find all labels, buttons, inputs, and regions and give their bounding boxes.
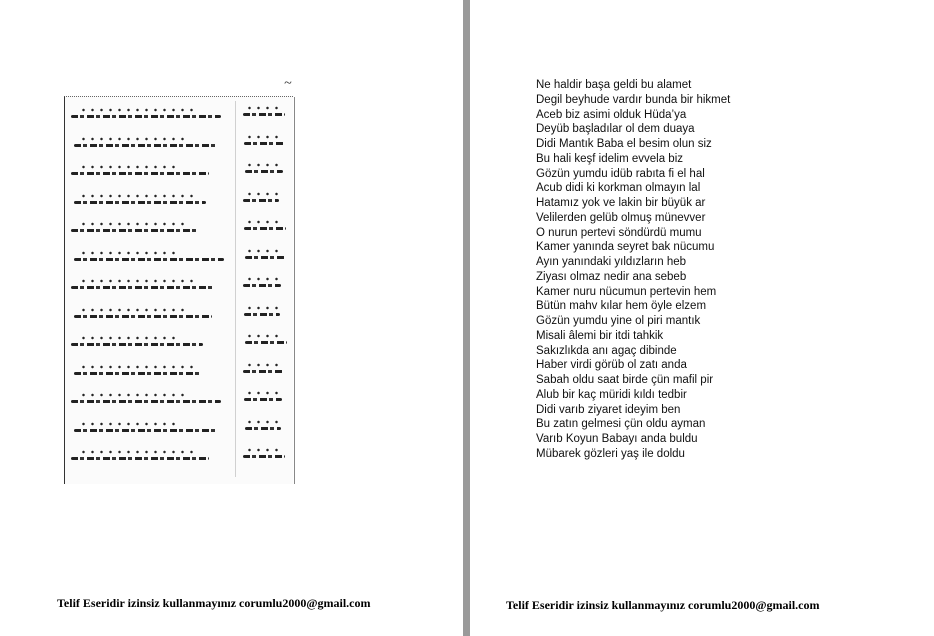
handwriting-dots	[79, 392, 189, 398]
verse-line: Didi varıb ziyaret ideyim ben	[536, 403, 681, 416]
handwriting-line	[243, 370, 283, 373]
handwriting-dots	[245, 447, 281, 453]
verse-line: Haber virdi görüb ol zatı anda	[536, 359, 687, 372]
verse-line: Kamer nuru nücumun pertevin hem	[536, 285, 717, 298]
handwriting-line	[74, 372, 200, 375]
handwriting-dots	[245, 276, 281, 282]
handwriting-dots	[79, 250, 179, 256]
handwriting-dots	[79, 449, 199, 455]
verse-line: Varıb Koyun Babayı anda buldu	[536, 433, 698, 445]
handwriting-line	[245, 427, 281, 430]
verse-line: Kamer yanında seyret bak nücumu	[536, 241, 715, 254]
handwriting-dots	[79, 278, 199, 284]
verse-line: Velilerden gelüb olmuş münevver	[536, 211, 706, 224]
handwriting-dots	[245, 191, 281, 197]
handwriting-dots	[79, 193, 199, 199]
manuscript-catchword-mark: ~	[284, 76, 292, 91]
verse-line: Bu zatın gelmesi çün oldu ayman	[536, 418, 706, 431]
handwriting-line	[244, 227, 286, 230]
handwriting-line	[243, 284, 281, 287]
handwriting-dots	[79, 421, 179, 427]
handwriting-line	[244, 398, 282, 401]
manuscript-column-divider	[235, 101, 236, 477]
handwriting-dots	[79, 221, 189, 227]
handwriting-dots	[245, 105, 281, 111]
handwriting-dots	[245, 419, 281, 425]
handwriting-dots	[245, 219, 281, 225]
handwriting-dots	[79, 164, 179, 170]
handwriting-dots	[79, 136, 189, 142]
left-page	[0, 0, 463, 636]
handwriting-dots	[79, 364, 199, 370]
handwriting-line	[71, 400, 221, 403]
verse-line: Deyüb başladılar ol dem duaya	[536, 123, 695, 136]
handwriting-line	[71, 172, 209, 175]
verse-line: Mübarek gözleri yaş ile doldu	[536, 447, 685, 460]
handwriting-line	[244, 313, 280, 316]
page-gutter	[463, 0, 470, 636]
verse-line: Aceb biz asimi olduk Hüda’ya	[536, 108, 687, 121]
handwriting-line	[71, 115, 221, 118]
handwriting-line	[74, 429, 218, 432]
verse-line: Ziyası olmaz nedir ana sebeb	[536, 270, 687, 283]
verse-line: Gözün yumdu yine ol piri mantık	[536, 315, 701, 327]
handwriting-dots	[245, 305, 281, 311]
verse-line: Misali âlemi bir itdi tahkik	[536, 329, 664, 342]
verse-line: Bu hali keşf idelim evvela biz	[536, 152, 684, 165]
verse-line: Sabah oldu saat birde çün mafil pir	[536, 374, 714, 386]
handwriting-dots	[79, 107, 199, 113]
manuscript-scan-image	[64, 96, 293, 484]
handwriting-dots	[245, 333, 281, 339]
handwriting-dots	[245, 248, 281, 254]
verse-line: Ayın yanındaki yıldızların heb	[536, 256, 687, 268]
handwriting-dots	[79, 307, 189, 313]
handwriting-line	[71, 457, 209, 460]
handwriting-dots	[245, 362, 281, 368]
verse-line: Didi Mantık Baba el besim olun siz	[536, 138, 712, 150]
handwriting-line	[71, 286, 215, 289]
scan-edge	[294, 97, 295, 484]
handwriting-line	[71, 343, 203, 346]
right-page	[470, 0, 934, 636]
handwriting-line	[243, 199, 279, 202]
verse-line: Alub bir kaç müridi kıldı tedbir	[536, 388, 687, 401]
handwriting-dots	[245, 134, 281, 140]
handwriting-line	[74, 144, 218, 147]
verse-text	[536, 78, 730, 462]
handwriting-line	[245, 341, 287, 344]
handwriting-line	[74, 201, 206, 204]
handwriting-line	[243, 455, 285, 458]
handwriting-dots	[245, 162, 281, 168]
handwriting-line	[71, 229, 197, 232]
right-footer: Telif Eseridir izinsiz kullanmayınız corumlu2000@gmail.com	[506, 598, 820, 612]
handwriting-line	[74, 315, 212, 318]
verse-line: O nurun pertevi söndürdü mumu	[536, 226, 702, 239]
handwriting-line	[245, 170, 283, 173]
handwriting-line	[74, 258, 224, 261]
verse-line: Gözün yumdu idüb rabıta fi el hal	[536, 167, 705, 180]
handwriting-dots	[79, 335, 179, 341]
handwriting-dots	[245, 390, 281, 396]
verse-line: Bütün mahv kılar hem öyle elzem	[536, 300, 707, 313]
verse-line: Sakızlıkda anı agaç dibinde	[536, 344, 677, 357]
verse-line: Hatamız yok ve lakin bir büyük ar	[536, 197, 706, 209]
left-footer: Telif Eseridir izinsiz kullanmayınız corumlu2000@gmail.com	[57, 596, 371, 610]
handwriting-line	[245, 256, 285, 259]
verse-line: Degil beyhude vardır bunda bir hikmet	[536, 93, 731, 106]
verse-line: Ne haldir başa geldi bu alamet	[536, 79, 692, 91]
verse-line: Acub didi ki korkman olmayın lal	[536, 182, 701, 195]
handwriting-line	[243, 113, 285, 116]
handwriting-line	[244, 142, 284, 145]
